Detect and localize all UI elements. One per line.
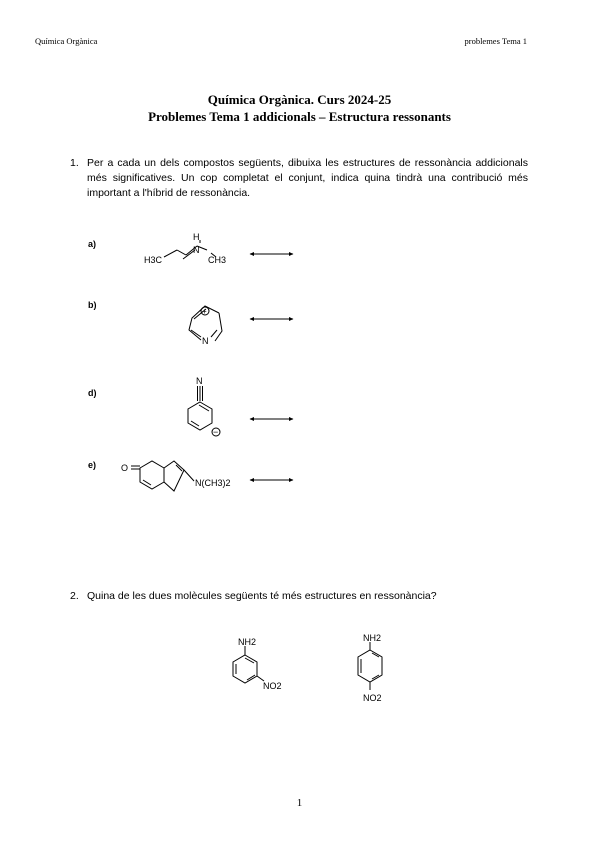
question-1-text: Per a cada un dels compostos següents, dibuixa les estructures de ressonància addicionals més significatives. Un cop completat el conjunt, indica quina tindrà una contribució més important a l'híbrid de ressonància. [87,157,528,199]
group-nh2: NH2 [238,637,257,647]
item-d-label: d) [88,388,97,398]
question-1-number: 1. [70,157,79,169]
question-2-text: Quina de les dues molècules següents té més estructures en ressonància? [87,590,437,602]
group-no2: NO2 [263,681,282,691]
group-no2: NO2 [363,693,382,703]
molecule-b [189,306,293,346]
atom-nme2: N(CH3)2 [195,478,231,488]
item-a-label: a) [88,239,97,249]
document-subtitle: Problemes Tema 1 addicionals – Estructura ressonants [148,109,451,124]
molecule-meta [233,637,282,691]
atom-o: O [121,463,129,473]
atom-h3c: H3C [144,255,163,265]
atom-n: N [196,376,203,386]
question-2-number: 2. [70,590,79,602]
molecule-a [144,232,293,265]
atom-n: N [202,336,209,346]
header-left: Química Orgànica [35,36,98,46]
atom-n: N [193,245,200,255]
charge-minus: − [213,427,219,437]
molecule-para [358,633,382,703]
charge-plus: + [202,307,207,316]
molecule-e [121,461,293,491]
item-e-label: e) [88,460,97,470]
atom-h: H [193,232,200,242]
group-nh2: NH2 [363,633,382,643]
page-number: 1 [296,797,303,809]
molecule-d [188,376,293,437]
item-b-label: b) [88,300,97,310]
document-title: Química Orgànica. Curs 2024-25 [207,92,392,107]
atom-ch3: CH3 [208,255,227,265]
header-right: problemes Tema 1 [464,36,527,46]
